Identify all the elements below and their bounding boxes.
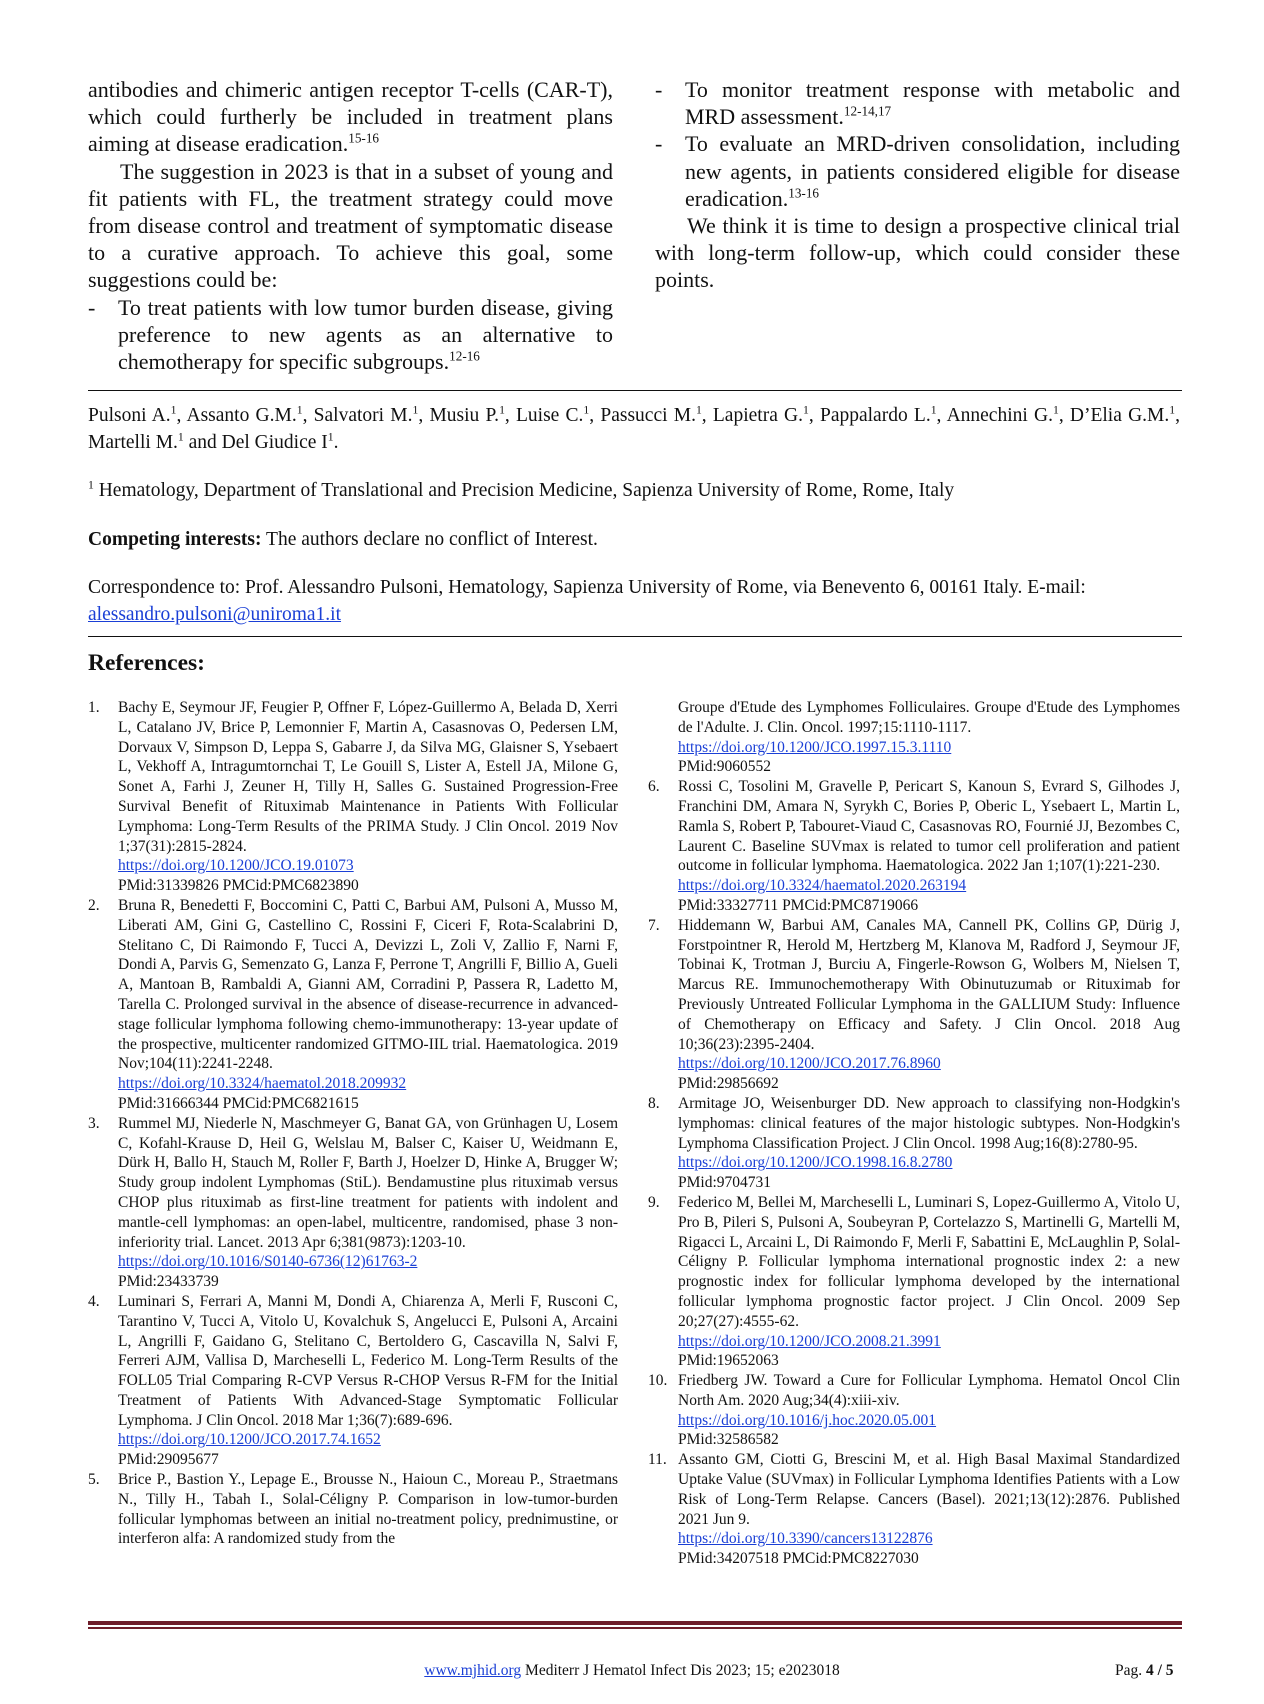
author-name: Del Giudice I	[221, 432, 328, 453]
reference-item	[648, 698, 1180, 777]
citation-superscript: 12-14,17	[843, 103, 892, 119]
reference-text: Armitage JO, Weisenburger DD. New approach to classifying non-Hodgkin's lymphomas: clinical features of the major histologic subtypes. Non-Hodgkin's Lymphoma Classification Project. J Clin Oncol. 1998 Aug;16(8):2780-95.	[678, 1094, 1180, 1152]
reference-item	[88, 698, 618, 896]
author-affiliation-sup: 1	[499, 403, 505, 417]
pmid: PMid:19652063	[678, 1352, 779, 1370]
body-column-left	[88, 76, 613, 375]
pmid: PMid:32586582	[678, 1431, 779, 1449]
author-and: and	[188, 432, 222, 453]
author-affiliation-sup: 1	[327, 430, 334, 444]
site-link[interactable]: www.mjhid.org	[424, 1662, 522, 1679]
reference-number: 8.	[648, 1094, 660, 1112]
references-column-left	[88, 698, 618, 1549]
body-text	[88, 76, 1180, 376]
affiliation-superscript: 1	[88, 478, 94, 492]
affiliation: $^1$ Hematology, Department of Translational and Precision Medicine, Sapienza University of Rome, Rome, Italy	[88, 478, 955, 501]
author-name: D’Elia G.M.	[1069, 405, 1170, 426]
author-name: Assanto G.M.	[186, 405, 297, 426]
reference-item	[88, 1292, 618, 1470]
pmid: PMid:31666344 PMCid:PMC6821615	[118, 1094, 359, 1112]
author-affiliation-sup: 1	[1169, 403, 1176, 417]
reference-text: Rossi C, Tosolini M, Gravelle P, Pericart S, Kanoun S, Evrard S, Gilhodes J, Franchini DM, Amara N, Syrykh C, Bories P, Oberic L, Ysebaert L, Martin L, Ramla S, Robert P, Tabouret-Viaud C, Casasnovas RO, Fournié JJ, Bezombes C, Laurent C. Baseline SUVmax is related to tumor cell proliferation and patient outcome in follicular lymphoma. Haematologica. 2022 Jan 1;107(1):221-230.	[678, 778, 1180, 875]
email-link[interactable]: alessandro.pulsoni@uniroma1.it	[88, 604, 342, 625]
author-name: Pappalardo L.	[819, 405, 931, 426]
reference-text: Bruna R, Benedetti F, Boccomini C, Patti C, Barbui AM, Pulsoni A, Musso M, Liberati AM, Gini G, Castellino C, Rossini F, Ciceri F, Rota-Scalabrini D, Stelitano C, Di Raimondo F, Tucci A, Devizzi L, Zoli V, Zallio F, Narni F, Dondi A, Parvis G, Semenzato G, Lanza F, Perrone T, Angrilli F, Billio A, Gueli A, Mantoan B, Rambaldi A, Gianni AM, Corradini P, Passera R, Ladetto M, Tarella C. Prolonged survival in the absence of disease-recurrence in advanced-stage follicular lymphoma following chemo-immunotherapy: 13-year update of the prospective, multicenter randomized GITMO-IIL trial. Haematologica. 2019 Nov;104(11):2241-2248.	[118, 896, 618, 1073]
author-affiliation-sup: 1	[695, 403, 702, 417]
footer-rule-thin	[88, 1627, 1182, 1629]
reference-number: 4.	[88, 1292, 100, 1310]
author-name: Lapietra G.	[712, 405, 804, 426]
competing-interests-label: Competing interests:	[88, 529, 262, 550]
pmid: PMid:31339826 PMCid:PMC6823890	[118, 877, 359, 895]
paragraph: We think it is time to design a prospective clinical trial with long-term follow-up, which could consider these points.	[655, 213, 1180, 293]
citation-superscript: 13-16	[788, 185, 820, 201]
pmid: PMid:9060552	[678, 758, 772, 776]
reference-text: Assanto GM, Ciotti G, Brescini M, et al. High Basal Maximal Standardized Uptake Value (SUVmax) in Follicular Lymphoma Identifies Patients with a Low Risk of Long-Term Relapse. Cancers (Basel). 2021;13(12):2876. Published 2021 Jun 9.	[678, 1451, 1180, 1528]
pmid: PMid:9704731	[678, 1174, 772, 1192]
author-name: Musiu P.	[429, 405, 500, 426]
author-name: Martelli M.	[88, 432, 178, 453]
doi-link[interactable]: https://doi.org/10.1200/JCO.2017.76.8960	[678, 1055, 941, 1073]
reference-number: 9.	[648, 1193, 660, 1211]
author-name: Salvatori M.	[313, 405, 413, 426]
reference-item	[648, 1371, 1180, 1450]
reference-text: Luminari S, Ferrari A, Manni M, Dondi A, Chiarenza A, Merli F, Rusconi C, Tarantino V, Tucci A, Vitolo U, Kovalchuk S, Angelucci E, Pulsoni A, Arcaini L, Angrilli F, Gaidano G, Stelitano C, Bertoldero G, Cascavilla N, Salvi F, Ferreri AJM, Vallisa D, Marcheselli L, Federico M. Long-Term Results of the FOLL05 Trial Comparing R-CVP Versus R-CHOP Versus R-FM for the Initial Treatment of Patients With Advanced-Stage Symptomatic Follicular Lymphoma. J Clin Oncol. 2018 Mar 1;36(7):689-696.	[118, 1292, 618, 1429]
paragraph: antibodies and chimeric antigen receptor T-cells (CAR-T), which could furtherly be included in treatment plans aiming at disease eradication.$^{15-16}$	[88, 77, 613, 157]
author-name: Luise C.	[516, 405, 584, 426]
reference-item	[648, 1094, 1180, 1193]
footer-journal: www.mjhid.org Mediterr J Hematol Infect Dis 2023; 15; e2023018	[424, 1662, 840, 1679]
paragraph: The suggestion in 2023 is that in a subset of young and fit patients with FL, the treatment strategy could move from disease control and treatment of symptomatic disease to a curative approach. To achieve this goal, some suggestions could be:	[88, 158, 613, 293]
pmid: PMid:29095677	[118, 1451, 219, 1469]
doi-link[interactable]: https://doi.org/10.1016/j.hoc.2020.05.001	[678, 1411, 937, 1429]
doi-link[interactable]: https://doi.org/10.1016/S0140-6736(12)61763-2	[118, 1253, 418, 1271]
pmid: PMid:34207518 PMCid:PMC8227030	[678, 1550, 919, 1568]
citation-superscript: 15-16	[348, 131, 380, 147]
reference-number: 11.	[648, 1451, 667, 1469]
reference-text: Hiddemann W, Barbui AM, Canales MA, Cannell PK, Collins GP, Dürig J, Forstpointner R, Herold M, Hertzberg M, Klanova M, Radford J, Seymour JF, Tobinai K, Trotman J, Burciu A, Fingerle-Rowson G, Wolbers M, Nielsen T, Marcus RE. Immunochemotherapy With Obinutuzumab or Rituximab for Previously Untreated Follicular Lymphoma in the GALLIUM Study: Influence of Chemotherapy on Efficacy and Safety. J Clin Oncol. 2018 Aug 10;36(23):2395-2404.	[678, 916, 1180, 1053]
bullet-item: - To monitor treatment response with metabolic and MRD assessment.$^{12-14,17}$	[655, 77, 1180, 130]
author-name: Passucci M.	[600, 405, 696, 426]
reference-item	[88, 1470, 618, 1549]
reference-item	[648, 777, 1180, 916]
reference-number: 2.	[88, 896, 100, 914]
doi-link[interactable]: https://doi.org/10.3324/haematol.2020.263194	[678, 877, 967, 895]
doi-link[interactable]: https://doi.org/10.3390/cancers13122876	[678, 1530, 933, 1548]
doi-link[interactable]: https://doi.org/10.1200/JCO.2017.74.1652	[118, 1431, 381, 1449]
correspondence: Correspondence to: Prof. Alessandro Pulsoni, Hematology, Sapienza University of Rome, via Benevento 6, 00161 Italy. E-mail: alessandro.pulsoni@uniroma1.it	[88, 577, 1086, 625]
competing-interests: Competing interests: The authors declare no conflict of Interest.	[88, 529, 598, 550]
body-column-right	[655, 76, 1180, 294]
author-affiliation-sup: 1	[412, 403, 419, 417]
reference-text: Brice P., Bastion Y., Lepage E., Brousse N., Haioun C., Moreau P., Straetmans N., Tilly H., Tabah I., Solal-Céligny P. Comparison in low-tumor-burden follicular lymphomas between an initial no-treatment policy, prednimustine, or interferon alfa: A randomized study from the	[118, 1471, 618, 1548]
bullet-item: - To evaluate an MRD-driven consolidation, including new agents, in patients considered eligible for disease eradication.$^{13-16}$	[655, 131, 1180, 211]
reference-text: Federico M, Bellei M, Marcheselli L, Luminari S, Lopez-Guillermo A, Vitolo U, Pro B, Pileri S, Pulsoni A, Soubeyran P, Cortelazzo S, Martinelli G, Martelli M, Rigacci L, Arcaini L, Di Raimondo F, Merli F, Sabattini E, McLaughlin P, Solal-Céligny P. Follicular lymphoma international prognostic index 2: a new prognostic index for follicular lymphoma developed by the international follicular lymphoma prognostic factor project. J Clin Oncol. 2009 Sep 20;27(27):4555-62.	[678, 1193, 1180, 1330]
author-affiliation-sup: 1	[1052, 403, 1059, 417]
doi-link[interactable]: https://doi.org/10.1200/JCO.1998.16.8.2780	[678, 1154, 953, 1172]
author-affiliation-sup: 1	[930, 403, 937, 417]
doi-link[interactable]: https://doi.org/10.3324/haematol.2018.209932	[118, 1075, 407, 1093]
dash-marker: -	[655, 131, 663, 157]
reference-item	[88, 896, 618, 1114]
reference-text: Groupe d'Etude des Lymphomes Folliculaires. Groupe d'Etude des Lymphomes de l'Adulte. J. Clin. Oncol. 1997;15:1110-1117.	[678, 699, 1180, 736]
reference-number: 1.	[88, 699, 100, 716]
bullet-item: - To treat patients with low tumor burden disease, giving preference to new agents as an alternative to chemotherapy for specific subgroups.$^{12-16}$	[88, 294, 613, 375]
author-list: Pulsoni A.$^1$, Assanto G.M.$^1$, Salvatori M.$^1$, Musiu P.$^1$, Luise C.$^1$, Passucci M.$^1$, Lapietra G.$^1$, Pappalardo L.$^1$, Annechini G.$^1$, D’Elia G.M.$^1$, Martelli M.$^1$ and Del Giudice $I^1$.	[88, 403, 1180, 453]
pmid: PMid:23433739	[118, 1273, 219, 1291]
pmid: PMid:33327711 PMCid:PMC8719066	[678, 896, 919, 914]
reference-text: Friedberg JW. Toward a Cure for Follicular Lymphoma. Hematol Oncol Clin North Am. 2020 Aug;34(4):xiii-xiv.	[678, 1372, 1180, 1409]
doi-link[interactable]: https://doi.org/10.1200/JCO.2008.21.3991	[678, 1332, 941, 1350]
reference-item	[648, 1450, 1180, 1569]
author-name: Pulsoni A.	[88, 405, 171, 426]
reference-item	[648, 1193, 1180, 1371]
author-name: Annechini G.	[946, 405, 1053, 426]
reference-number: 3.	[88, 1114, 100, 1132]
reference-number: 10.	[648, 1372, 668, 1390]
pmid: PMid:29856692	[678, 1075, 779, 1093]
author-affiliation-sup: 1	[296, 403, 303, 417]
divider	[88, 390, 1182, 391]
author-affiliation-sup: 1	[170, 403, 177, 417]
reference-text: Bachy E, Seymour JF, Feugier P, Offner F, López-Guillermo A, Belada D, Xerri L, Catalano JV, Brice P, Lemonnier F, Martin A, Casasnovas O, Pedersen LM, Dorvaux V, Simpson D, Leppa S, Gabarre J, da Silva MG, Glaisner S, Ysebaert L, Vekhoff A, Intragumtornchai T, Le Gouill S, Lister A, Estell JA, Milone G, Sonet A, Farhi J, Zeuner H, Tilly H, Salles G. Sustained Progression-Free Survival Benefit of Rituximab Maintenance in Patients With Follicular Lymphoma: Long-Term Results of the PRIMA Study. J Clin Oncol. 2019 Nov 1;37(31):2815-2824.	[118, 699, 618, 855]
divider	[88, 636, 1182, 637]
footer-rule	[88, 1621, 1182, 1625]
doi-link[interactable]: https://doi.org/10.1200/JCO.1997.15.3.1110	[678, 738, 952, 756]
author-affiliation-sup: 1	[803, 403, 809, 417]
references-column-right	[648, 698, 1180, 1569]
references-heading: References:	[88, 650, 205, 676]
reference-number: 7.	[648, 916, 660, 934]
doi-link[interactable]: https://doi.org/10.1200/JCO.19.01073	[118, 857, 354, 875]
page-number: Pag. 4 / 5	[1115, 1662, 1174, 1679]
dash-marker: -	[88, 294, 96, 320]
reference-item	[648, 916, 1180, 1094]
reference-text: Rummel MJ, Niederle N, Maschmeyer G, Banat GA, von Grünhagen U, Losem C, Kofahl-Krause D, Heil G, Welslau M, Balser C, Kaiser U, Weidmann E, Dürk H, Ballo H, Stauch M, Roller F, Barth J, Hoelzer D, Hinke A, Brugger W; Study group indolent Lymphomas (StiL). Bendamustine plus rituximab versus CHOP plus rituximab as first-line treatment for patients with indolent and mantle-cell lymphomas: an open-label, multicentre, randomised, phase 3 non-inferiority trial. Lancet. 2013 Apr 6;381(9873):1203-10.	[118, 1114, 618, 1251]
reference-number: 5.	[88, 1471, 100, 1489]
reference-number: 6.	[648, 778, 660, 796]
author-affiliation-sup: 1	[583, 403, 590, 417]
author-affiliation-sup: 1	[177, 430, 184, 444]
reference-item	[88, 1114, 618, 1292]
citation-superscript: 12-16	[449, 348, 480, 364]
dash-marker: -	[655, 77, 663, 102]
